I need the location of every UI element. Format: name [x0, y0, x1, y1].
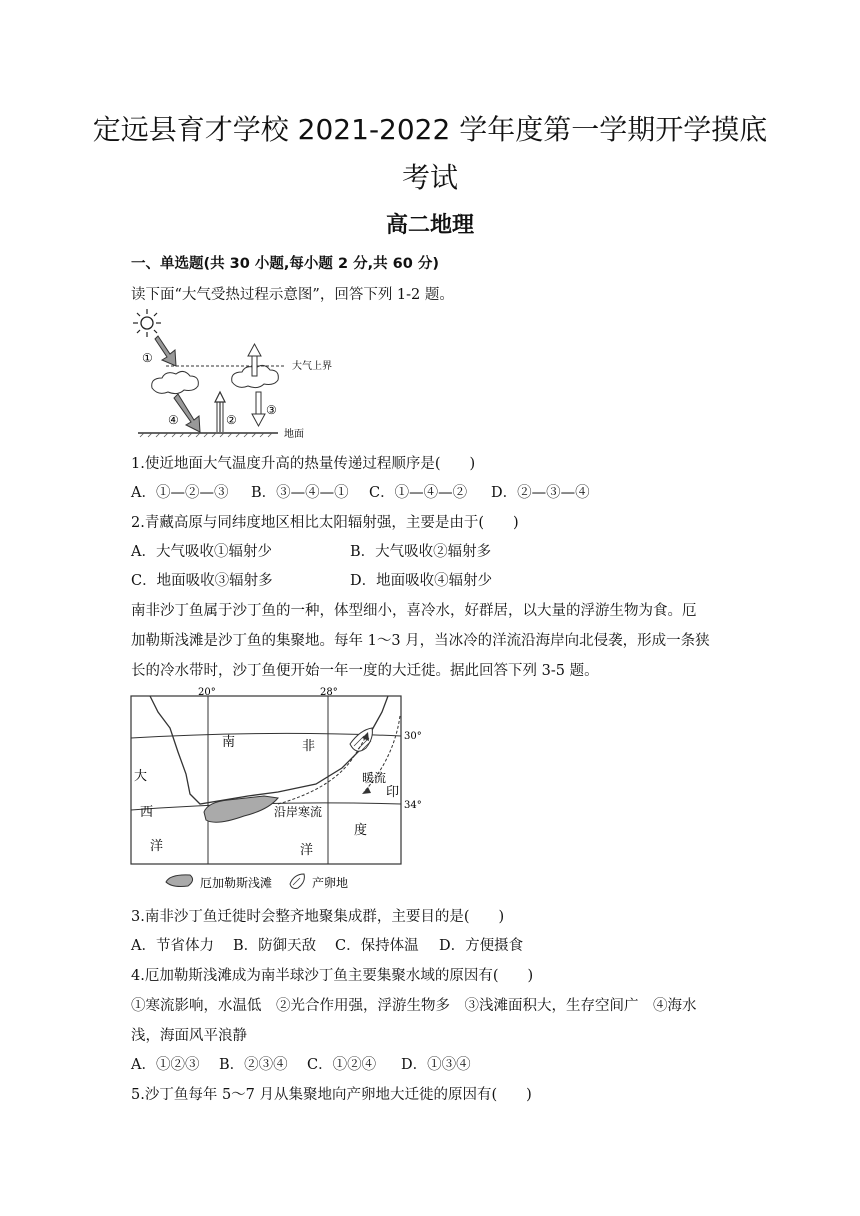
passage-line-1: 南非沙丁鱼属于沙丁鱼的一种，体型细小，喜冷水，好群居，以大量的浮游生物为食。厄 [131, 603, 697, 619]
ground-label: 地面 [284, 429, 304, 440]
exam-title-line2: 考试 [401, 161, 458, 194]
q1-stem: 1.使近地面大气温度升高的热量传递过程顺序是( ) [131, 456, 476, 472]
q2-option-a[interactable]: A．大气吸收①辐射少 [131, 544, 272, 560]
passage-line-2: 加勒斯浅滩是沙丁鱼的集聚地。每年 1～3 月，当冰冷的洋流沿海岸向北侵袭，形成一条狭 [131, 633, 710, 649]
lon-20-label: 20° [198, 687, 216, 698]
label-xi: 西 [140, 805, 154, 820]
label-yin: 印 [386, 785, 400, 800]
label-n4: ④ [168, 413, 179, 427]
label-da: 大 [134, 769, 148, 784]
lat-34-label: 34° [404, 800, 422, 811]
q2-stem: 2.青藏高原与同纬度地区相比太阳辐射强，主要是由于( ) [131, 515, 519, 531]
q3-stem: 3.南非沙丁鱼迁徙时会整齐地聚集成群，主要目的是( ) [131, 909, 505, 925]
q4-option-a[interactable]: A．①②③ [131, 1057, 200, 1073]
intro-1: 读下面“大气受热过程示意图”，回答下列 1-2 题。 [131, 287, 454, 303]
q3-option-d[interactable]: D．方便摄食 [439, 938, 524, 954]
q2-option-c[interactable]: C．地面吸收③辐射多 [131, 573, 273, 589]
label-south: 南 [222, 735, 236, 750]
label-n3: ③ [266, 403, 277, 417]
legend-bank-label: 厄加勒斯浅滩 [200, 876, 273, 890]
q3-option-c[interactable]: C．保持体温 [335, 938, 419, 954]
label-n2: ② [226, 413, 237, 427]
warm-current-label: 暖流 [362, 771, 387, 785]
passage-line-3: 长的冷水带时，沙丁鱼便开始一年一度的大迁徙。据此回答下列 3-5 题。 [131, 663, 599, 679]
section-heading: 一、单选题(共 30 小题,每小题 2 分,共 60 分) [131, 256, 440, 272]
atmosphere-heating-diagram [128, 306, 358, 441]
q4-options [131, 1053, 471, 1074]
q3-options [131, 934, 523, 955]
q2-options-row1 [131, 540, 491, 561]
label-africa: 非 [302, 739, 316, 754]
q4-option-c[interactable]: C．①②④ [307, 1057, 377, 1073]
q4-option-d[interactable]: D．①③④ [401, 1057, 471, 1073]
sardine-migration-map [128, 686, 428, 896]
lon-28-label: 28° [320, 687, 338, 698]
q1-option-c[interactable]: C．①—④—② [369, 485, 468, 501]
q1-options [131, 481, 590, 502]
q5-stem: 5.沙丁鱼每年 5～7 月从集聚地向产卵地大迁徙的原因有( ) [131, 1087, 532, 1103]
label-yang-left: 洋 [150, 839, 164, 854]
q1-option-d[interactable]: D．②—③—④ [491, 485, 590, 501]
q4-line-2: ①寒流影响，水温低 ②光合作用强，浮游生物多 ③浅滩面积大，生存空间广 ④海水 [131, 998, 697, 1014]
q4-option-b[interactable]: B．②③④ [219, 1057, 288, 1073]
lat-30-label: 30° [404, 731, 422, 742]
q3-option-b[interactable]: B．防御天敌 [233, 938, 317, 954]
q4-line-3: 浅，海面风平浪静 [131, 1028, 247, 1044]
upper-atmosphere-label: 大气上界 [292, 361, 332, 372]
subject-title: 高二地理 [385, 213, 474, 238]
q2-options-row2 [131, 569, 492, 590]
legend-spawn-label: 产卵地 [312, 876, 349, 890]
q4-stem: 4.厄加勒斯浅滩成为南半球沙丁鱼主要集聚水域的原因有( ) [131, 968, 534, 984]
q3-option-a[interactable]: A．节省体力 [131, 938, 214, 954]
q2-option-d[interactable]: D．地面吸收④辐射少 [350, 573, 493, 589]
cold-current-label: 沿岸寒流 [274, 805, 323, 819]
exam-title-line1: 定远县育才学校 2021-2022 学年度第一学期开学摸底 [92, 113, 768, 146]
label-du: 度 [354, 823, 368, 838]
label-yang-mid: 洋 [300, 843, 314, 858]
q2-option-b[interactable]: B．大气吸收②辐射多 [350, 544, 492, 560]
q1-option-b[interactable]: B．③—④—① [251, 485, 349, 501]
q1-option-a[interactable]: A．①—②—③ [131, 485, 229, 501]
sun-icon [133, 309, 161, 337]
label-n1: ① [142, 351, 153, 365]
